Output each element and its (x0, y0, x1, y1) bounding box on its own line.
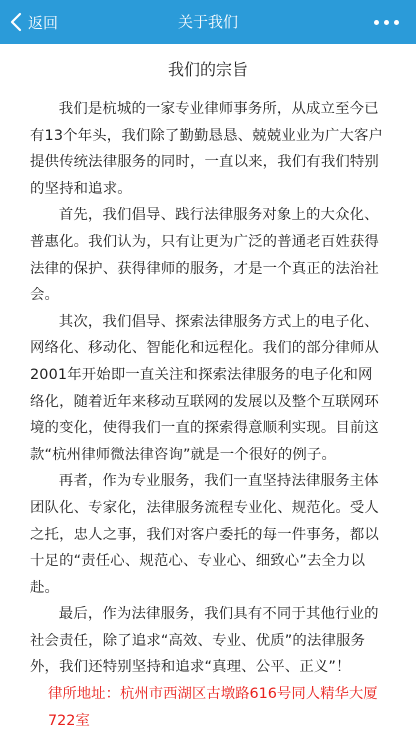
article-paragraph: 最后，作为法律服务，我们具有不同于其他行业的社会责任，除了追求“高效、专业、优质”的法律服务外，我们还特别坚持和追求“真理、公平、正义”！ (30, 606, 379, 676)
back-button[interactable] (6, 0, 58, 44)
article-paragraph: 我们是杭城的一家专业律师事务所，从成立至今已有13个年头，我们除了勤勤恳恳、兢兢业业为广大客户提供传统法律服务的同时，一直以来，我们有我们特别的坚持和追求。 (30, 101, 384, 197)
chevron-left-icon (6, 0, 26, 44)
article-heading: 我们的宗旨 (167, 60, 248, 79)
article-content (0, 44, 416, 729)
back-label: 返回 (28, 13, 59, 32)
top-nav-bar (0, 0, 416, 44)
article-paragraph: 再者，作为专业服务，我们一直坚持法律服务主体团队化、专家化，法律服务流程专业化、规范化。受人之托，忠人之事，我们对客户委托的每一件事务，都以十足的“责任心、规范心、专业心、细致心”去全力以赴。 (30, 473, 379, 596)
more-dots-icon (394, 20, 399, 25)
firm-address: 律所地址：杭州市西湖区古墩路616号同人精华大厦722室 (48, 686, 378, 729)
article-paragraph: 其次，我们倡导、探索法律服务方式上的电子化、网络化、移动化、智能化和远程化。我们的部分律师从2001年开始即一直关注和探索法律服务的电子化和网络化，随着近年来移动互联网的发展以及整个互联网环境的变化，使得我们一直的探索得意顺利实现。目前这款“杭州律师微法律咨询”就是一个很好的例子。 (30, 313, 379, 463)
page-title: 关于我们 (177, 13, 238, 31)
more-dots-icon (374, 20, 379, 25)
more-dots-icon (384, 20, 389, 25)
more-menu-button[interactable] (366, 0, 406, 44)
article-paragraph: 首先，我们倡导、践行法律服务对象上的大众化、普惠化。我们认为，只有让更为广泛的普通老百姓获得法律的保护、获得律师的服务，才是一个真正的法治社会。 (30, 207, 379, 304)
